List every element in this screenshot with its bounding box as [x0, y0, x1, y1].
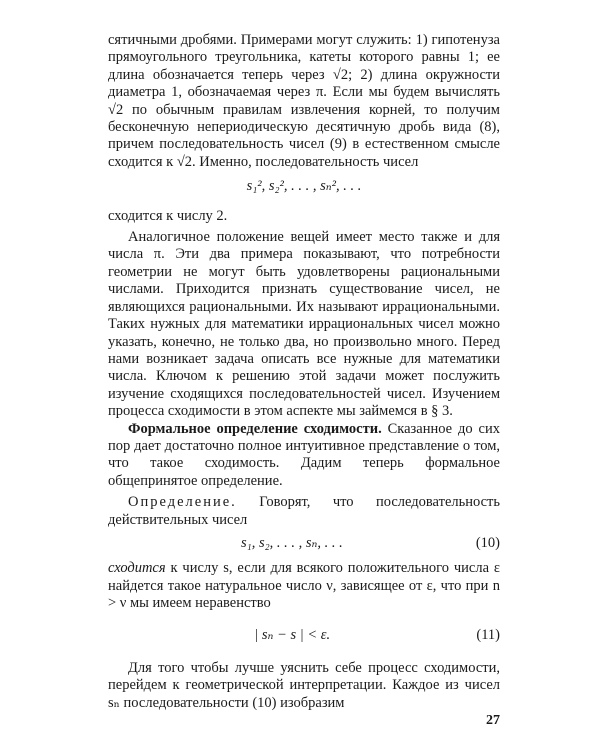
page-number: 27: [486, 713, 500, 728]
formula-squares-sequence: s₁², s₂², . . . , sₙ², . . .: [246, 178, 362, 195]
formula-row-11: [108, 627, 500, 644]
paragraph-converges-to-2: сходится к числу 2.: [108, 207, 228, 224]
formula-row-10: [108, 535, 500, 552]
equation-number-10: (10): [475, 534, 500, 551]
paragraph-definition: [108, 494, 500, 529]
definition-term: Определение.: [128, 494, 237, 511]
formula-inequality: | sₙ − s | < ε.: [254, 626, 331, 643]
formal-definition-text: Сказанное до сих пор дает достаточно полное интуитивное представление о том, что такое сходимость. Дадим теперь формальное общепринятое определение.: [108, 420, 500, 489]
formula-sequence: s₁, s₂, . . . , sₙ, . . .: [241, 534, 343, 551]
paragraph-pi-analogy: Аналогичное положение вещей имеет место также и для числа π. Эти два примера показывают, что потребности геометрии не могут быть удовлетворены рациональными числами. Приходится признать существование чисел, не являющихся рациональными. Их называют иррациональными. Таких нужных для математики иррациональных чисел можно указать, конечно, не только два, но произвольно много. Перед нами возникает задача описать все нужные для математики числа. Ключом к решению этой задачи может послужить изучение сходящихся последовательностей чисел. Изучением процесса сходимости в этом аспекте мы займемся в § 3.: [108, 229, 500, 420]
convergence-condition-text: к числу s, если для всякого положительного числа ε найдется такое натуральное число ν, зависящее от ε, что при n > ν мы имеем неравенство: [108, 560, 500, 612]
equation-number-11: (11): [476, 626, 500, 643]
paragraph-geometric-interpretation: Для того чтобы лучше уяснить себе процесс сходимости, перейдем к геометрической интерпретации. Каждое из чисел sₙ последовательности (10) изобразим: [108, 660, 500, 711]
term-converges: сходится: [108, 560, 166, 577]
section-heading-formal-definition: Формальное определение сходимости.: [128, 420, 382, 437]
definition-text: Говорят, что последовательность действительных чисел: [108, 494, 500, 528]
paragraph-formal-definition: [108, 421, 500, 491]
paragraph-irrational-examples: сятичными дробями. Примерами могут служить: 1) гипотенуза прямоугольного треугольника, катеты которого равны 1; ее длина обозначается теперь через √2; 2) длина окружности диаметра 1, обозначаемая через π. Если мы будем вычислять √2 по обычным правилам извлечения корней, то получим бесконечную непериодическую десятичную дробь вида (8), причем последовательность чисел (9) в естественном смысле сходится к √2. Именно, последовательность чисел: [108, 32, 500, 170]
paragraph-convergence-condition: [108, 560, 500, 612]
